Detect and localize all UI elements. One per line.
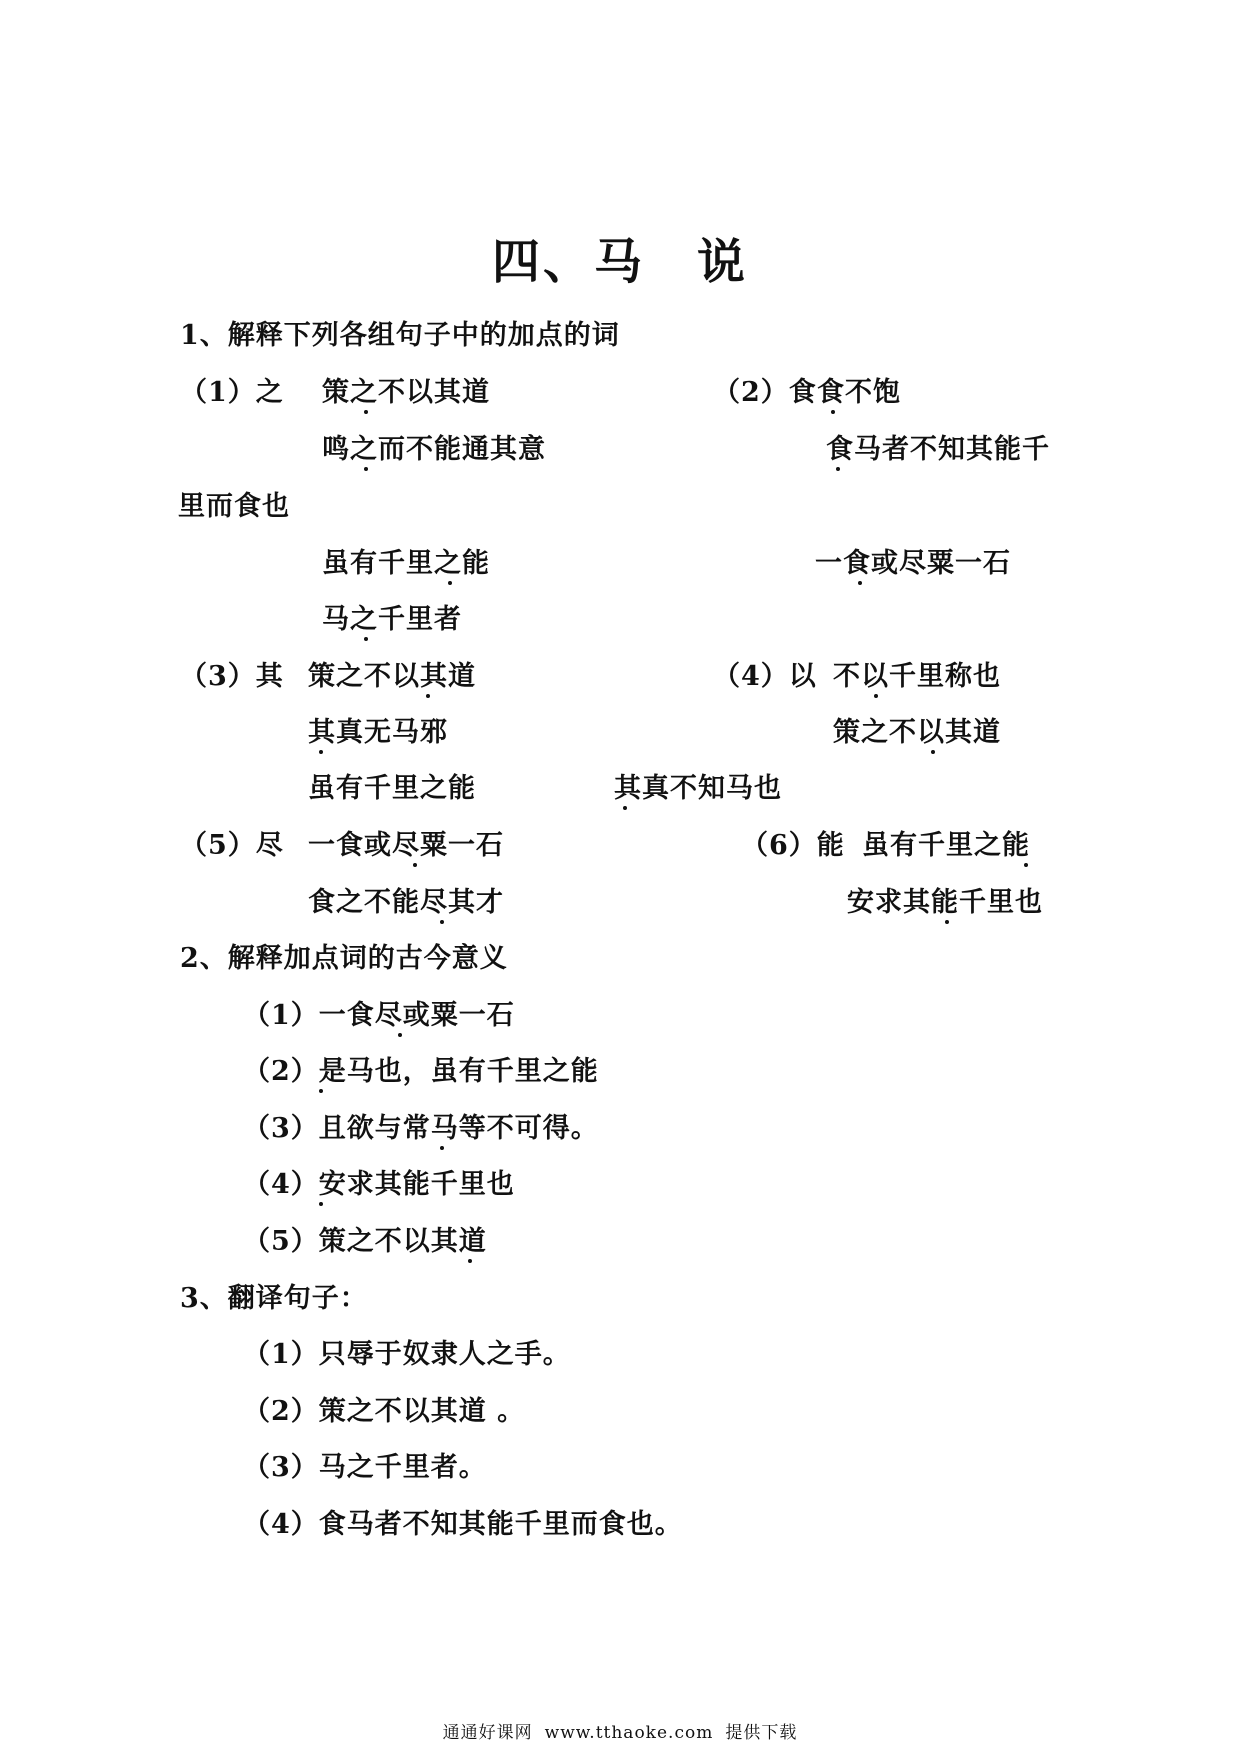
q2-heading: 2、解释加点词的古今意义: [180, 943, 508, 974]
q1-item1-line3: 虽有千里之能: [322, 548, 490, 579]
q1-item2-line2-cont: 里而食也: [178, 491, 290, 522]
q3-heading: 3、翻译句子：: [180, 1283, 368, 1314]
q1-item5-line2: 食之不能尽其才: [308, 887, 504, 918]
emphasis-dot: [319, 1089, 323, 1093]
title-part-1: 四、马: [491, 234, 645, 290]
q3-item-2: （2）策之不以其道 。: [243, 1396, 526, 1427]
emphasis-dot: [440, 920, 444, 924]
emphasis-dot: [319, 750, 323, 754]
q1-item4-line2: 策之不以其道: [833, 717, 1001, 748]
footer: [0, 1722, 1240, 1744]
footer-url[interactable]: www.tthaoke.com: [544, 1723, 714, 1743]
q1-item1-line2: 鸣之而不能通其意: [322, 434, 546, 465]
emphasis-dot: [319, 1202, 323, 1206]
footer-note: 提供下载: [725, 1723, 798, 1743]
emphasis-dot: [858, 581, 862, 585]
q1-item6-line1: 虽有千里之能: [862, 830, 1030, 861]
q1-item3-line2: 其真无马邪: [308, 717, 448, 748]
emphasis-dot: [448, 581, 452, 585]
q2-item-4: （4）安求其能千里也: [243, 1169, 515, 1200]
emphasis-dot: [1024, 863, 1028, 867]
q3-item-3: （3）马之千里者。: [243, 1452, 487, 1483]
q1-item4-label: （4）以: [713, 661, 817, 692]
emphasis-dot: [413, 863, 417, 867]
emphasis-dot: [836, 467, 840, 471]
q1-item2-line1: 食不饱: [817, 377, 901, 408]
emphasis-dot: [874, 694, 878, 698]
q1-item1-label: （1）之: [180, 377, 284, 408]
emphasis-dot: [426, 694, 430, 698]
emphasis-dot: [398, 1033, 402, 1037]
q1-item3-line3: 虽有千里之能: [308, 773, 476, 804]
emphasis-dot: [364, 637, 368, 641]
q2-item-2: （2）是马也，虽有千里之能: [243, 1056, 599, 1087]
title-part-2: 说: [697, 234, 749, 290]
footer-site: 通通好课网: [442, 1723, 533, 1743]
q3-item-4: （4）食马者不知其能千里而食也。: [243, 1509, 683, 1540]
q1-item3-label: （3）其: [180, 661, 284, 692]
q3-item-1: （1）只辱于奴隶人之手。: [243, 1339, 571, 1370]
q2-item-3: （3）且欲与常马等不可得。: [243, 1113, 599, 1144]
q1-item1-line4: 马之千里者: [322, 604, 462, 635]
q1-item2-label: （2）食: [713, 377, 817, 408]
q1-item1-line1: 策之不以其道: [322, 377, 490, 408]
emphasis-dot: [440, 1146, 444, 1150]
q1-item5-line1: 一食或尽粟一石: [308, 830, 504, 861]
emphasis-dot: [364, 410, 368, 414]
emphasis-dot: [623, 806, 627, 810]
q1-heading: 1、解释下列各组句子中的加点的词: [180, 320, 620, 351]
q1-item2-line2: 食马者不知其能千: [826, 434, 1050, 465]
q1-item2-line3: 一食或尽粟一石: [815, 548, 1011, 579]
q1-item3-line1: 策之不以其道: [308, 661, 476, 692]
q1-item6-label: （6）能: [741, 830, 845, 861]
emphasis-dot: [931, 750, 935, 754]
emphasis-dot: [468, 1259, 472, 1263]
emphasis-dot: [945, 920, 949, 924]
q2-item-5: （5）策之不以其道: [243, 1226, 487, 1257]
q2-item-1: （1）一食尽或粟一石: [243, 1000, 515, 1031]
page-title: [0, 232, 1240, 292]
q1-item5-label: （5）尽: [180, 830, 284, 861]
emphasis-dot: [831, 410, 835, 414]
q1-item6-line2: 安求其能千里也: [847, 887, 1043, 918]
q1-item4-line3: 其真不知马也: [614, 773, 782, 804]
q1-item4-line1: 不以千里称也: [833, 661, 1001, 692]
emphasis-dot: [364, 467, 368, 471]
